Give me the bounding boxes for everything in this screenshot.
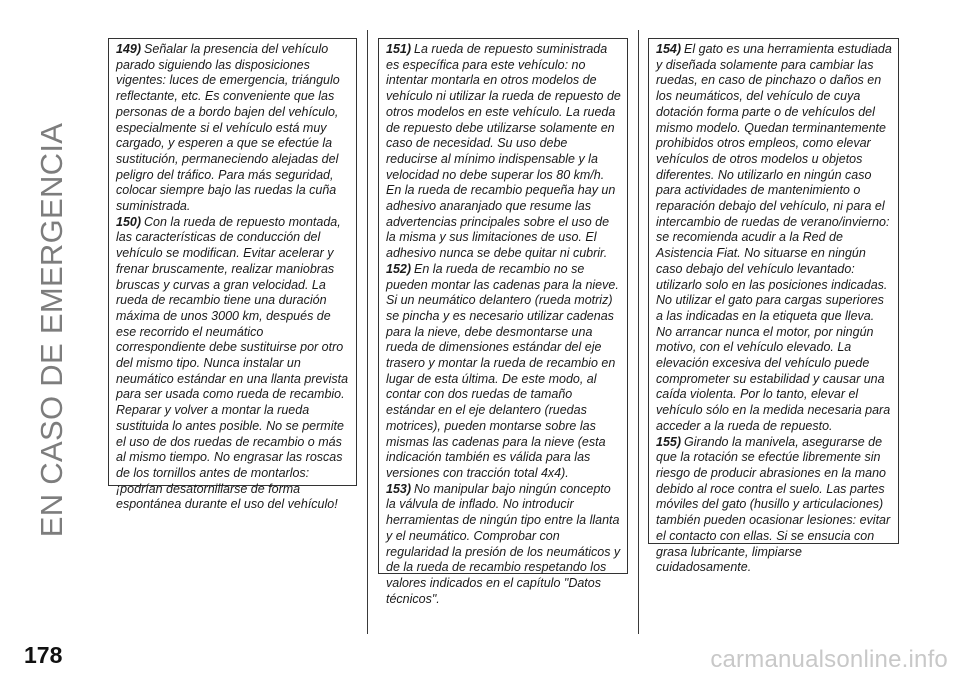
note-number: 154) [656,42,682,56]
note-text: Con la rueda de repuesto montada, las características de conducción del vehículo se modifican. Evitar acelerar y frenar bruscamente, realizar maniobras bruscas y curvas a gran velocidad. La rueda de recambio tiene una duración máxima de unos 3000 km, después de ese recorrido el neumático correspondiente debe sustituirse por otro del mismo tipo. Nunca instalar un neumático estándar en una llanta prevista para ser usada como rueda de recambio. Reparar y volver a montar la rueda sustituida lo antes posible. No se permite el uso de dos ruedas de recambio o más al mismo tiempo. No engrasar las roscas de los tornillos antes de montarlos: ¡podrían desatornillarse de forma espontánea durante el uso del vehículo! [116,214,349,512]
warning-note-152 [386,262,622,482]
warning-box-column-3 [648,38,899,575]
warning-note-154 [656,42,893,435]
column-separator [367,30,368,634]
note-number: 153) [386,481,412,496]
note-text: Girando la manivela, asegurarse de que la rotación se efectúe libremente sin riesgo de producir abrasiones en la mano debido al roce contra el suelo. Las partes móviles del gato (husillo y articulaciones) también pueden ocasionar lesiones: evitar el contacto con ellas. Si se ensucia con grasa lubricante, limpiarse cuidadosamente. [656,434,891,575]
warning-box-column-2 [378,38,628,606]
page-number: 178 [24,642,63,668]
watermark-text: carmanualsonline.info [710,646,948,673]
warning-note-155 [656,435,893,576]
note-number: 152) [386,261,412,276]
note-number: 149) [116,42,142,56]
note-text: Señalar la presencia del vehículo parado siguiendo las disposiciones vigentes: luces de emergencia, triángulo reflectante, etc. Es conveniente que las personas de a bordo bajen del vehículo, especialmente si el vehículo está muy cargado, y esperen a que se efectúe la sustitución, permaneciendo alejadas del peligro del tráfico. Para más seguridad, colocar siempre bajo las ruedas la cuña suministrada. [116,42,340,214]
warning-box-column-1 [108,38,357,512]
warning-note-151 [386,42,622,262]
note-number: 150) [116,214,142,229]
note-number: 151) [386,42,412,56]
warning-note-150 [116,215,351,513]
section-title: EN CASO DE EMERGENCIA [34,122,69,538]
note-text: El gato es una herramienta estudiada y diseñada solamente para cambiar las ruedas, en caso de pinchazo o daños en los neumáticos, del vehículo de cuya dotación forma parte o de vehículos del mismo modelo. Quedan terminantemente prohibidos otros empleos, como elevar vehículos de otros modelos u objetos diferentes. No utilizarlo en ningún caso para actividades de mantenimiento o reparación debajo del vehículo, ni para el intercambio de ruedas de verano/invierno: se recomienda acudir a la Red de Asistencia Fiat. No situarse en ningún caso debajo del vehículo levantado: utilizarlo solo en las posiciones indicadas. No utilizar el gato para cargas superiores a las indicadas en la etiqueta que lleva. No arrancar nunca el motor, por ningún motivo, con el vehículo elevado. La elevación excesiva del vehículo puede comprometer su estabilidad y causar una caída violenta. Por lo tanto, elevar el vehículo sólo en la medida necesaria para acceder a la rueda de repuesto. [656,42,892,433]
note-number: 155) [656,434,682,449]
note-text: La rueda de repuesto suministrada es específica para este vehículo: no intentar montarla en otros modelos de vehículo ni utilizar la rueda de repuesto de otros modelos en este vehículo. La rueda de repuesto debe utilizarse solamente en caso de necesidad. Su uso debe reducirse al mínimo indispensable y la velocidad no debe superar los 80 km/h. En la rueda de recambio pequeña hay un adhesivo anaranjado que resume las advertencias principales sobre el uso de la misma y sus limitaciones de uso. El adhesivo nunca se debe quitar ni cubrir. [386,42,621,261]
column-separator [638,30,639,634]
note-text: En la rueda de recambio no se pueden montar las cadenas para la nieve. Si un neumático delantero (rueda motriz) se pincha y es necesario utilizar cadenas para la nieve, debe desmontarse una rueda de dimensiones estándar del eje trasero y montar la rueda de recambio en lugar de esta última. De este modo, al contar con dos ruedas de tamaño estándar en el eje delantero (ruedas motrices), pueden montarse sobre las mismas las cadenas para la nieve (esta indicación también es válida para las versiones con tracción total 4x4). [386,261,619,480]
warning-note-153 [386,482,622,608]
warning-note-149 [116,42,351,215]
note-text: No manipular bajo ningún concepto la válvula de inflado. No introducir herramientas de ningún tipo entre la llanta y el neumático. Comprobar con regularidad la presión de los neumáticos y de la rueda de recambio respetando los valores indicados en el capítulo "Datos técnicos". [386,481,621,606]
